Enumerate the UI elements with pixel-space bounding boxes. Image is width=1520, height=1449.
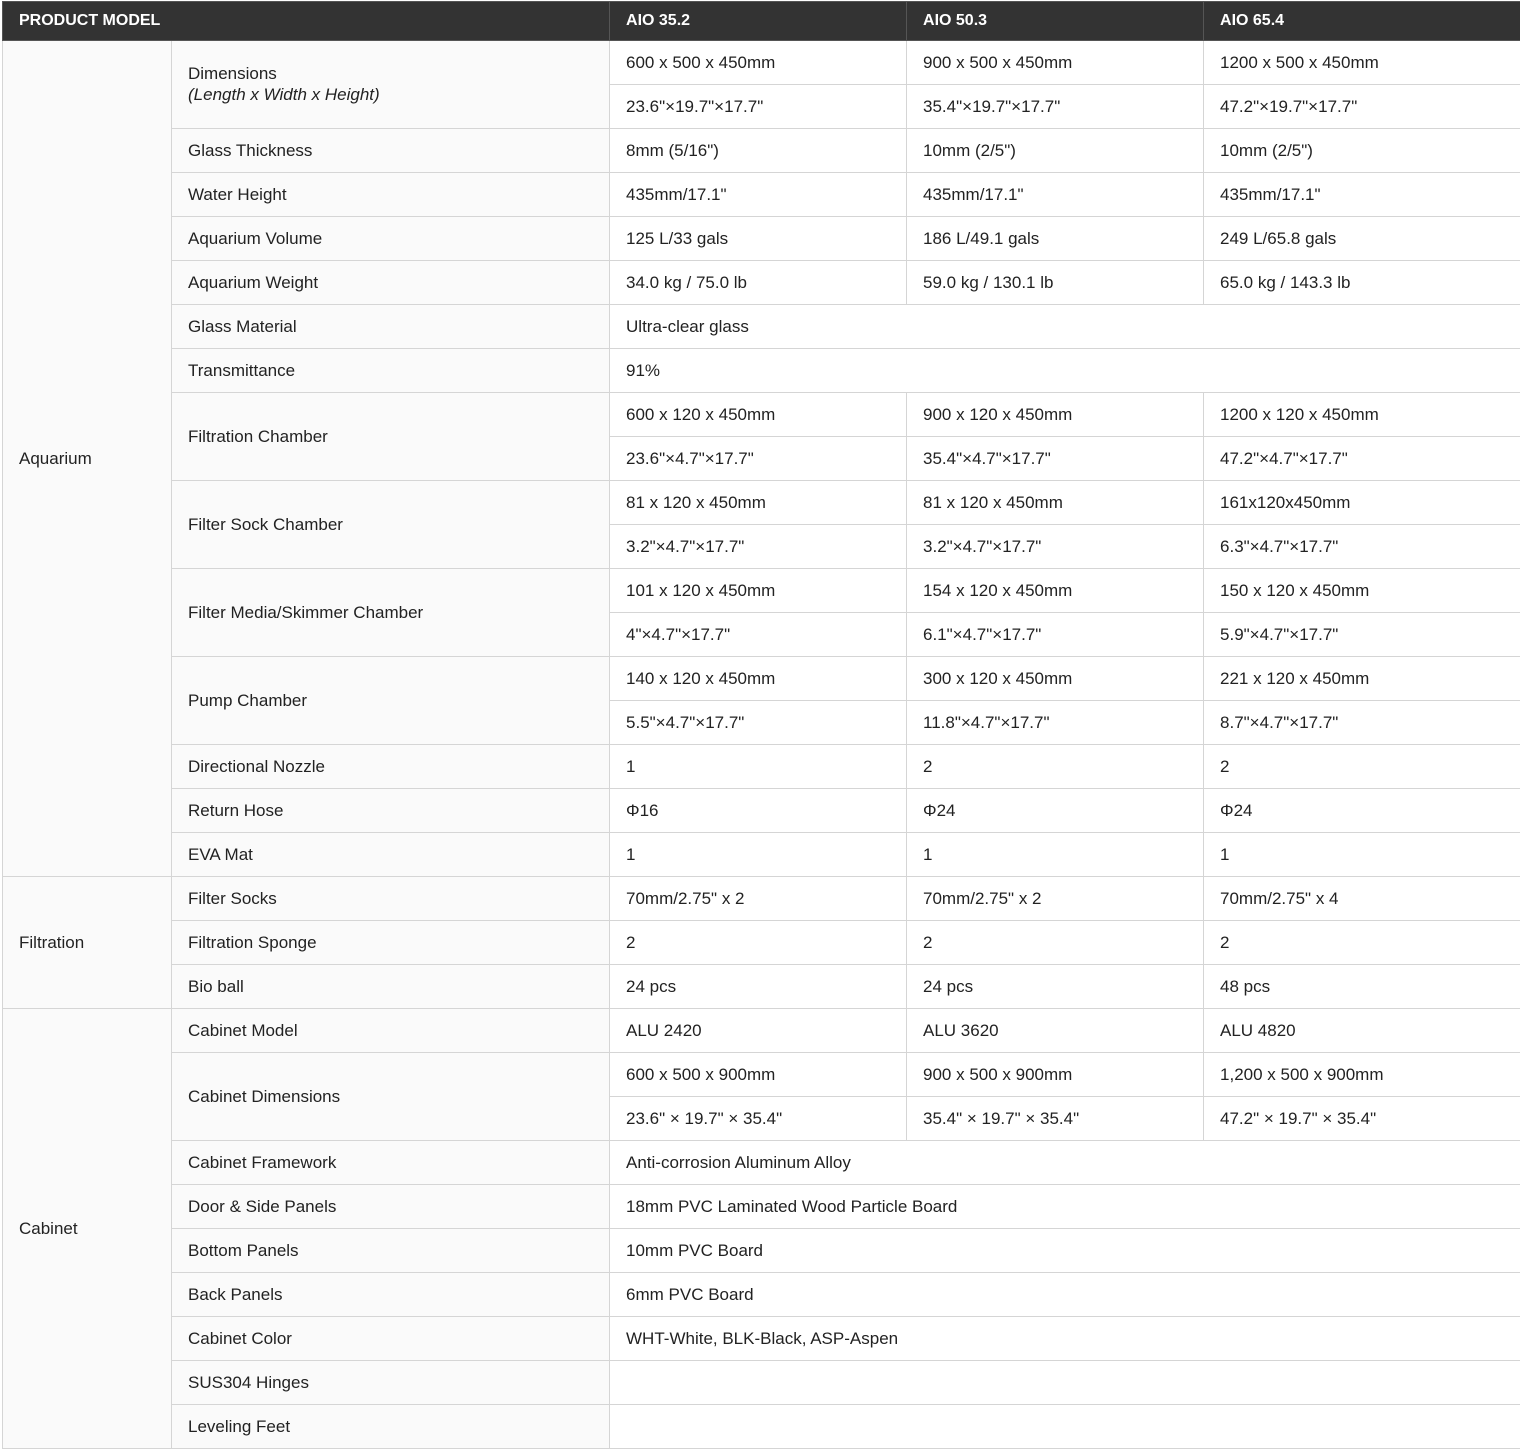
row-label-filter-sock-chamber: Filter Sock Chamber (172, 481, 610, 569)
row-label-aquarium-weight: Aquarium Weight (172, 261, 610, 305)
cell-value: 5.5"×4.7"×17.7" (610, 701, 907, 745)
cell-value: 600 x 500 x 450mm (610, 41, 907, 85)
row-label-bio-ball: Bio ball (172, 965, 610, 1009)
cell-value: 23.6"×4.7"×17.7" (610, 437, 907, 481)
table-row (3, 173, 1520, 217)
cell-value: 24 pcs (610, 965, 907, 1009)
cell-value: 2 (907, 745, 1204, 789)
table-row (3, 1009, 1520, 1053)
group-filtration: Filtration (3, 877, 172, 1009)
cell-value: 1 (610, 833, 907, 877)
table-row (3, 129, 1520, 173)
header-product-model: PRODUCT MODEL (3, 2, 610, 41)
cell-value: 1 (907, 833, 1204, 877)
cell-value: 35.4"×4.7"×17.7" (907, 437, 1204, 481)
cell-value: 1,200 x 500 x 900mm (1204, 1053, 1520, 1097)
cell-value: Φ16 (610, 789, 907, 833)
row-label-pump-chamber: Pump Chamber (172, 657, 610, 745)
cell-value: 65.0 kg / 143.3 lb (1204, 261, 1520, 305)
product-spec-table (2, 1, 1520, 1449)
row-label-glass-thickness: Glass Thickness (172, 129, 610, 173)
cell-value: 10mm (2/5") (1204, 129, 1520, 173)
row-label-cabinet-dimensions: Cabinet Dimensions (172, 1053, 610, 1141)
cell-value: 101 x 120 x 450mm (610, 569, 907, 613)
cell-value: 10mm (2/5") (907, 129, 1204, 173)
cell-value: 18mm PVC Laminated Wood Particle Board (610, 1185, 1520, 1229)
cell-value: 6.3"×4.7"×17.7" (1204, 525, 1520, 569)
table-row (3, 745, 1520, 789)
cell-value: 24 pcs (907, 965, 1204, 1009)
row-label-filtration-chamber: Filtration Chamber (172, 393, 610, 481)
cell-value: 1 (610, 745, 907, 789)
table-row (3, 1317, 1520, 1361)
cell-value: 221 x 120 x 450mm (1204, 657, 1520, 701)
cell-value: 435mm/17.1" (610, 173, 907, 217)
cell-value: 2 (907, 921, 1204, 965)
cell-value: 161x120x450mm (1204, 481, 1520, 525)
cell-value: 150 x 120 x 450mm (1204, 569, 1520, 613)
cell-value: 900 x 120 x 450mm (907, 393, 1204, 437)
cell-value: 4"×4.7"×17.7" (610, 613, 907, 657)
table-row (3, 481, 1520, 525)
cell-value (610, 1361, 1520, 1405)
group-aquarium: Aquarium (3, 41, 172, 877)
cell-value: 249 L/65.8 gals (1204, 217, 1520, 261)
cell-value: 81 x 120 x 450mm (907, 481, 1204, 525)
cell-value: WHT-White, BLK-Black, ASP-Aspen (610, 1317, 1520, 1361)
cell-value: 1200 x 500 x 450mm (1204, 41, 1520, 85)
table-row (3, 833, 1520, 877)
header-model-aio-50-3: AIO 50.3 (907, 2, 1204, 41)
header-model-aio-35-2: AIO 35.2 (610, 2, 907, 41)
table-row (3, 217, 1520, 261)
cell-value: 2 (1204, 745, 1520, 789)
row-label-bottom-panels: Bottom Panels (172, 1229, 610, 1273)
row-label-dimensions (172, 41, 610, 129)
cell-value: 81 x 120 x 450mm (610, 481, 907, 525)
cell-value: Anti-corrosion Aluminum Alloy (610, 1141, 1520, 1185)
cell-value: 23.6"×19.7"×17.7" (610, 85, 907, 129)
row-label-back-panels: Back Panels (172, 1273, 610, 1317)
cell-value: 900 x 500 x 450mm (907, 41, 1204, 85)
cell-value: 48 pcs (1204, 965, 1520, 1009)
cell-value: 35.4" × 19.7" × 35.4" (907, 1097, 1204, 1141)
cell-value: 3.2"×4.7"×17.7" (907, 525, 1204, 569)
table-row (3, 41, 1520, 85)
row-label-filtration-sponge: Filtration Sponge (172, 921, 610, 965)
cell-value: 1200 x 120 x 450mm (1204, 393, 1520, 437)
row-label-door-side-panels: Door & Side Panels (172, 1185, 610, 1229)
table-row (3, 1141, 1520, 1185)
cell-value: 5.9"×4.7"×17.7" (1204, 613, 1520, 657)
cell-value: 435mm/17.1" (1204, 173, 1520, 217)
cell-value: Φ24 (1204, 789, 1520, 833)
cell-value: 11.8"×4.7"×17.7" (907, 701, 1204, 745)
cell-value: 435mm/17.1" (907, 173, 1204, 217)
cell-value: 34.0 kg / 75.0 lb (610, 261, 907, 305)
table-row (3, 349, 1520, 393)
table-row (3, 1053, 1520, 1097)
table-row (3, 1361, 1520, 1405)
cell-value: 600 x 120 x 450mm (610, 393, 907, 437)
row-label-return-hose: Return Hose (172, 789, 610, 833)
table-row (3, 569, 1520, 613)
row-label-transmittance: Transmittance (172, 349, 610, 393)
cell-value: 2 (610, 921, 907, 965)
table-row (3, 1185, 1520, 1229)
cell-value: 6mm PVC Board (610, 1273, 1520, 1317)
row-label-aquarium-volume: Aquarium Volume (172, 217, 610, 261)
group-cabinet: Cabinet (3, 1009, 172, 1449)
table-row (3, 1229, 1520, 1273)
cell-value: 186 L/49.1 gals (907, 217, 1204, 261)
row-label-cabinet-color: Cabinet Color (172, 1317, 610, 1361)
table-row (3, 1273, 1520, 1317)
cell-value: ALU 4820 (1204, 1009, 1520, 1053)
cell-value: 140 x 120 x 450mm (610, 657, 907, 701)
cell-value: ALU 2420 (610, 1009, 907, 1053)
cell-value: 8.7"×4.7"×17.7" (1204, 701, 1520, 745)
cell-value: 91% (610, 349, 1520, 393)
cell-value: 300 x 120 x 450mm (907, 657, 1204, 701)
cell-value: ALU 3620 (907, 1009, 1204, 1053)
table-row (3, 921, 1520, 965)
row-label-eva-mat: EVA Mat (172, 833, 610, 877)
cell-value: 35.4"×19.7"×17.7" (907, 85, 1204, 129)
table-row (3, 965, 1520, 1009)
row-label-glass-material: Glass Material (172, 305, 610, 349)
dimensions-label: Dimensions (188, 64, 277, 83)
table-row (3, 657, 1520, 701)
cell-value: 900 x 500 x 900mm (907, 1053, 1204, 1097)
cell-value: 59.0 kg / 130.1 lb (907, 261, 1204, 305)
cell-value: 10mm PVC Board (610, 1229, 1520, 1273)
cell-value: 2 (1204, 921, 1520, 965)
row-label-filter-socks: Filter Socks (172, 877, 610, 921)
cell-value: 3.2"×4.7"×17.7" (610, 525, 907, 569)
row-label-sus304-hinges: SUS304 Hinges (172, 1361, 610, 1405)
cell-value: 70mm/2.75" x 2 (907, 877, 1204, 921)
row-label-leveling-feet: Leveling Feet (172, 1405, 610, 1449)
cell-value: 8mm (5/16") (610, 129, 907, 173)
table-header-row (3, 2, 1520, 41)
cell-value: 154 x 120 x 450mm (907, 569, 1204, 613)
table-row (3, 877, 1520, 921)
cell-value: 70mm/2.75" x 2 (610, 877, 907, 921)
cell-value: 47.2" × 19.7" × 35.4" (1204, 1097, 1520, 1141)
cell-value: 70mm/2.75" x 4 (1204, 877, 1520, 921)
cell-value: Φ24 (907, 789, 1204, 833)
cell-value: 23.6" × 19.7" × 35.4" (610, 1097, 907, 1141)
row-label-cabinet-model: Cabinet Model (172, 1009, 610, 1053)
cell-value: 6.1"×4.7"×17.7" (907, 613, 1204, 657)
cell-value: 1 (1204, 833, 1520, 877)
header-model-aio-65-4: AIO 65.4 (1204, 2, 1520, 41)
row-label-directional-nozzle: Directional Nozzle (172, 745, 610, 789)
cell-value: Ultra-clear glass (610, 305, 1520, 349)
cell-value: 47.2"×4.7"×17.7" (1204, 437, 1520, 481)
table-row (3, 261, 1520, 305)
row-label-water-height: Water Height (172, 173, 610, 217)
table-row (3, 393, 1520, 437)
cell-value: 47.2"×19.7"×17.7" (1204, 85, 1520, 129)
dimensions-sublabel: (Length x Width x Height) (188, 85, 593, 105)
table-row (3, 789, 1520, 833)
row-label-cabinet-framework: Cabinet Framework (172, 1141, 610, 1185)
cell-value: 600 x 500 x 900mm (610, 1053, 907, 1097)
table-row (3, 305, 1520, 349)
row-label-filter-media-chamber: Filter Media/Skimmer Chamber (172, 569, 610, 657)
cell-value: 125 L/33 gals (610, 217, 907, 261)
